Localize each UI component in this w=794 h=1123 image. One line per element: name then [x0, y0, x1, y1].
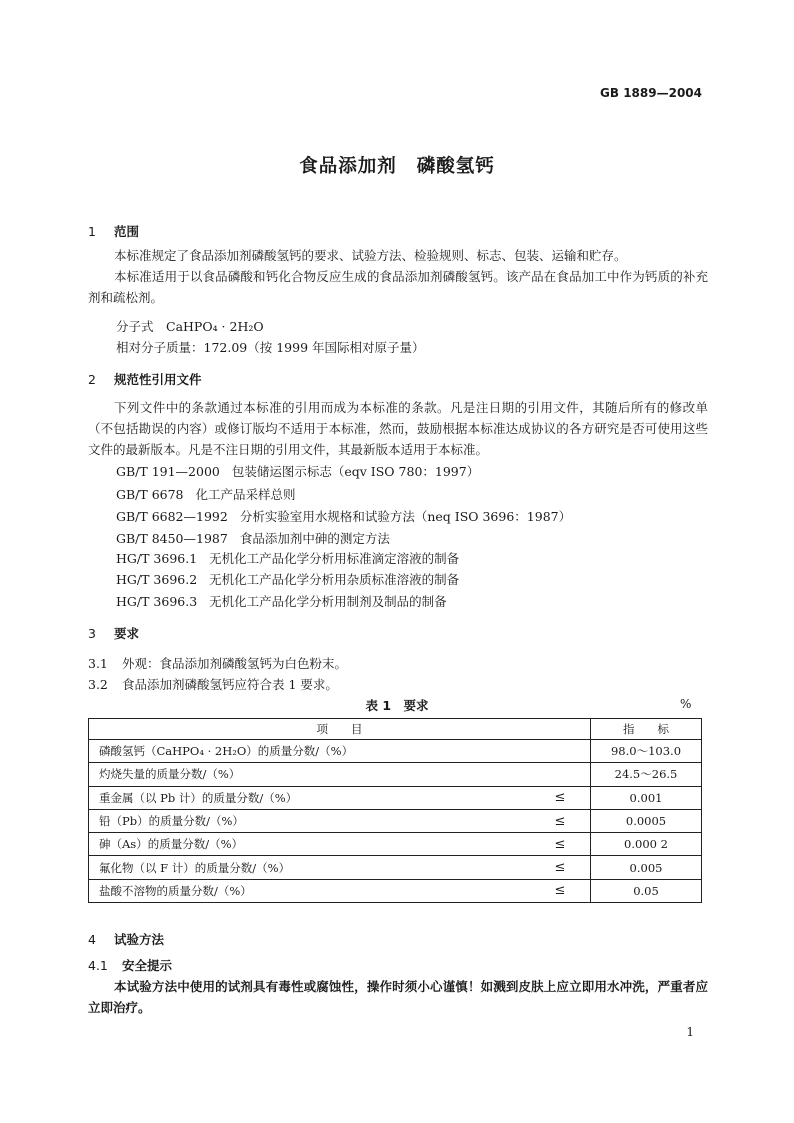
reference-code: HG/T 3696.1 — [116, 551, 198, 566]
row-value: 0.0005 — [591, 809, 702, 832]
row-symbol: ≤ — [530, 879, 591, 902]
row-value: 98.0～103.0 — [591, 740, 702, 763]
table-unit: % — [680, 697, 692, 711]
clause-4-1 — [88, 956, 172, 974]
row-value: 0.000 2 — [591, 833, 702, 856]
reference-name: 食品添加剂中砷的测定方法 — [239, 531, 390, 546]
title-part2: 磷酸氢钙 — [416, 156, 495, 177]
clause-3-2 — [88, 675, 338, 693]
paragraph: 下列文件中的条款通过本标准的引用而成为本标准的条款。凡是注日期的引用文件，其随后所有的修改单（不包括勘误的内容）或修订版均不适用于本标准，然而，鼓励根据本标准达成协议的各方研究是否可使用这些文件的最新版本。凡是不注日期的引用文件，其最新版本适用于本标准。 — [88, 400, 708, 457]
reference-item — [116, 549, 459, 567]
clause-number: 3.1 — [88, 656, 108, 671]
section-number: 3 — [88, 626, 96, 641]
section-number: 1 — [88, 224, 96, 239]
reference-code: GB/T 8450—1987 — [116, 531, 228, 546]
row-symbol: ≤ — [530, 786, 591, 809]
clause-text: 外观：食品添加剂磷酸氢钙为白色粉末。 — [122, 656, 348, 671]
reference-item — [116, 462, 479, 480]
requirements-table — [88, 718, 702, 903]
reference-item — [116, 592, 447, 610]
table-row — [89, 879, 702, 902]
clause-number: 3.2 — [88, 677, 108, 692]
clause-3-1 — [88, 654, 347, 672]
table-row — [89, 833, 702, 856]
reference-name: 分析实验室用水规格和试验方法（neq ISO 3696：1987） — [239, 509, 572, 524]
reference-code: HG/T 3696.2 — [116, 572, 198, 587]
reference-code: GB/T 191—2000 — [116, 464, 220, 479]
column-header-value: 指 标 — [591, 719, 702, 740]
table-header-row — [89, 719, 702, 740]
section-number: 4 — [88, 932, 96, 947]
row-item: 重金属（以 Pb 计）的质量分数/（%） — [89, 786, 531, 809]
row-item: 灼烧失量的质量分数/（%） — [89, 763, 531, 786]
section2-body — [88, 397, 708, 460]
row-symbol: ≤ — [530, 833, 591, 856]
table-row — [89, 740, 702, 763]
section1-body — [88, 245, 708, 308]
row-value: 24.5～26.5 — [591, 763, 702, 786]
reference-code: GB/T 6682—1992 — [116, 509, 228, 524]
reference-item — [116, 507, 571, 525]
reference-item — [116, 570, 459, 588]
row-value: 0.05 — [591, 879, 702, 902]
reference-name: 无机化工产品化学分析用标准滴定溶液的制备 — [209, 551, 460, 566]
row-symbol: ≤ — [530, 809, 591, 832]
section-heading-requirements — [88, 624, 139, 642]
page-title — [0, 152, 794, 178]
section-title: 范围 — [114, 224, 140, 239]
row-item: 磷酸氢钙（CaHPO₄ · 2H₂O）的质量分数/（%） — [89, 740, 531, 763]
reference-name: 包装储运图示标志（eqv ISO 780：1997） — [231, 464, 480, 479]
safety-notice — [88, 976, 708, 1018]
clause-title: 安全提示 — [122, 958, 173, 973]
title-part1: 食品添加剂 — [299, 156, 397, 177]
molecular-mass: 相对分子质量：172.09（按 1999 年国际相对原子量） — [116, 340, 425, 355]
table-row — [89, 763, 702, 786]
row-item: 铅（Pb）的质量分数/（%） — [89, 809, 531, 832]
reference-code: HG/T 3696.3 — [116, 594, 198, 609]
row-symbol — [530, 763, 591, 786]
table-row — [89, 856, 702, 879]
document-number: GB 1889—2004 — [600, 86, 702, 100]
column-header-item: 项 目 — [89, 719, 591, 740]
clause-number: 4.1 — [88, 958, 108, 973]
row-symbol: ≤ — [530, 856, 591, 879]
row-item: 砷（As）的质量分数/（%） — [89, 833, 531, 856]
paragraph: 本标准规定了食品添加剂磷酸氢钙的要求、试验方法、检验规则、标志、包装、运输和贮存。 — [114, 248, 627, 263]
reference-name: 化工产品采样总则 — [195, 487, 296, 502]
row-item: 盐酸不溶物的质量分数/（%） — [89, 879, 531, 902]
table-row — [89, 809, 702, 832]
clause-text: 食品添加剂磷酸氢钙应符合表 1 要求。 — [122, 677, 338, 692]
page-number: 1 — [686, 1025, 694, 1039]
table-row — [89, 786, 702, 809]
section-title: 规范性引用文件 — [114, 372, 202, 387]
molecular-formula: 分子式 CaHPO₄ · 2H₂O — [116, 319, 264, 334]
section-title: 试验方法 — [114, 932, 165, 947]
row-symbol — [530, 740, 591, 763]
section-heading-references — [88, 370, 202, 388]
reference-code: GB/T 6678 — [116, 487, 184, 502]
section-heading-scope — [88, 222, 139, 240]
section-title: 要求 — [114, 626, 140, 641]
safety-text: 本试验方法中使用的试剂具有毒性或腐蚀性，操作时须小心谨慎！如溅到皮肤上应立即用水冲洗，严重者应立即治疗。 — [88, 979, 708, 1015]
section-number: 2 — [88, 372, 96, 387]
row-value: 0.001 — [591, 786, 702, 809]
paragraph: 本标准适用于以食品磷酸和钙化合物反应生成的食品添加剂磷酸氢钙。该产品在食品加工中作为钙质的补充剂和疏松剂。 — [88, 269, 708, 305]
section-heading-test-methods — [88, 930, 164, 948]
row-item: 氟化物（以 F 计）的质量分数/（%） — [89, 856, 531, 879]
row-value: 0.005 — [591, 856, 702, 879]
reference-name: 无机化工产品化学分析用制剂及制品的制备 — [209, 594, 447, 609]
table-caption: 表 1 要求 — [365, 698, 429, 713]
reference-item — [116, 485, 296, 503]
reference-name: 无机化工产品化学分析用杂质标准溶液的制备 — [209, 572, 460, 587]
reference-item — [116, 529, 390, 547]
